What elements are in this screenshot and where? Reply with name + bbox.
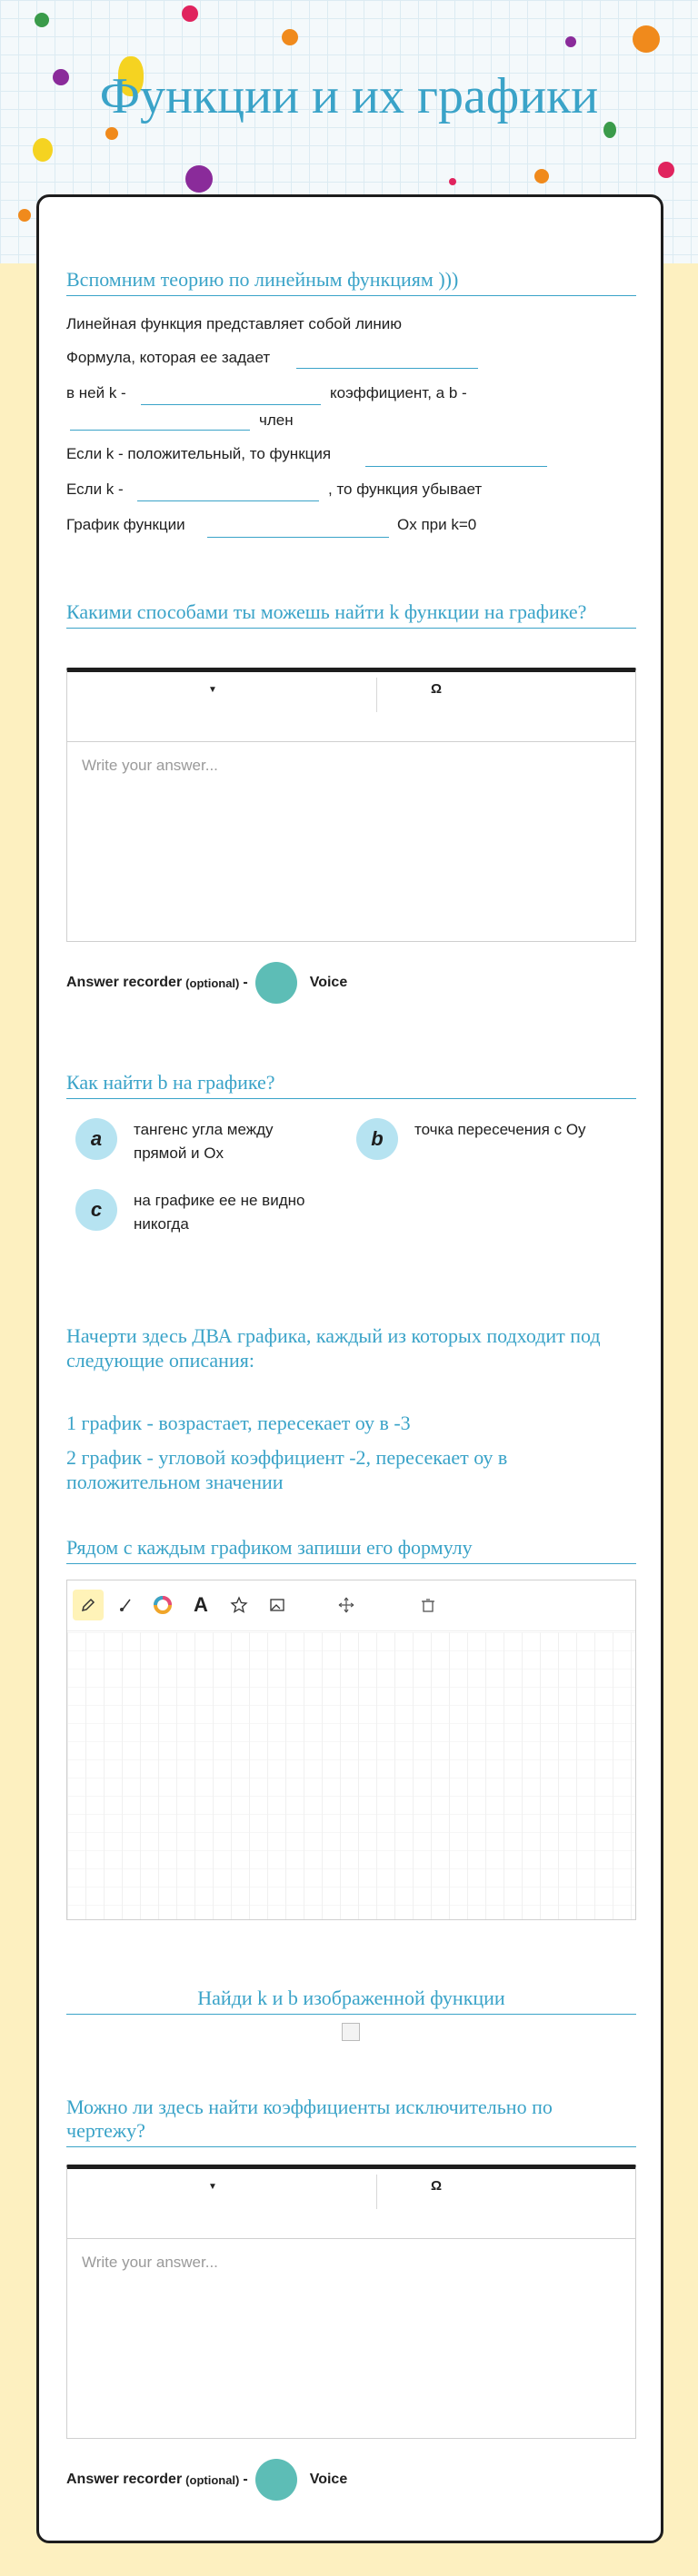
format-dropdown-icon[interactable]: ▼ xyxy=(208,685,217,695)
answer-toolbar-2 xyxy=(66,2165,636,2239)
drawing-grid[interactable] xyxy=(67,1632,635,1919)
function-graph-image xyxy=(342,2023,360,2041)
section4-item1: 1 график - возрастает, пересекает оу в -3 xyxy=(66,1412,411,1434)
option-a-text: тангенс угла между прямой и Ox xyxy=(134,1121,274,1162)
star-icon[interactable] xyxy=(224,1590,254,1620)
special-characters-button[interactable]: Ω xyxy=(431,2178,443,2194)
section5-heading: Найди k и b изображенной функции xyxy=(66,1986,636,2015)
answer-recorder xyxy=(66,962,347,1004)
option-b[interactable] xyxy=(356,1118,633,1160)
toolbar-divider xyxy=(376,678,377,712)
special-characters-button[interactable]: Ω xyxy=(431,681,443,697)
section3-heading: Как найти b на графике? xyxy=(66,1071,636,1099)
drawing-canvas[interactable] xyxy=(66,1580,636,1920)
recorder-optional: (optional) xyxy=(185,2472,240,2487)
recorder-optional: (optional) xyxy=(185,976,240,990)
section1-line7b: Ox при k=0 xyxy=(397,516,477,533)
format-dropdown-icon[interactable]: ▼ xyxy=(208,2182,217,2192)
section4-intro: Начерти здесь ДВА графика, каждый из которых подходит под следующие описания: xyxy=(66,1324,601,1372)
increasing-blank[interactable] xyxy=(365,466,547,467)
option-c-letter: c xyxy=(75,1189,117,1231)
drawing-toolbar xyxy=(67,1580,635,1631)
color-wheel-icon[interactable] xyxy=(147,1590,178,1620)
section1-line3b: коэффициент, а b - xyxy=(330,384,467,401)
option-c[interactable] xyxy=(75,1189,324,1236)
voice-label: Voice xyxy=(309,2472,348,2487)
answer-recorder-2 xyxy=(66,2459,347,2501)
answer-placeholder: Write your answer... xyxy=(82,2254,218,2271)
k-term-blank[interactable] xyxy=(141,404,321,405)
section1-line4: член xyxy=(259,411,294,429)
section1-line5: Если k - положительный, то функция xyxy=(66,445,332,462)
option-b-text: точка пересечения с Оу xyxy=(414,1121,586,1138)
parallel-blank[interactable] xyxy=(207,537,389,538)
recorder-label: Answer recorder xyxy=(66,2472,183,2487)
option-a[interactable] xyxy=(75,1118,324,1165)
voice-label: Voice xyxy=(309,975,348,990)
brush-icon[interactable] xyxy=(111,1590,142,1620)
recorder-dash: - xyxy=(243,2472,248,2487)
b-term-blank[interactable] xyxy=(70,430,250,431)
trash-icon[interactable] xyxy=(413,1590,444,1620)
section1-line2: Формула, которая ее задает xyxy=(66,349,271,366)
answer-textarea-2[interactable] xyxy=(66,2239,636,2439)
section2-heading: Какими способами ты можешь найти k функции на графике? xyxy=(66,600,636,629)
section1-line1: Линейная функция представляет собой линию xyxy=(66,315,403,332)
section1-line6a: Если k - xyxy=(66,481,124,498)
page-title: Функции и их графики xyxy=(99,68,599,124)
section4-item2: 2 график - угловой коэффициент -2, пересекает оу в положительном значении xyxy=(66,1446,508,1493)
option-c-text: на графике ее не видно никогда xyxy=(134,1192,305,1233)
formula-blank[interactable] xyxy=(296,368,478,369)
answer-placeholder: Write your answer... xyxy=(82,757,218,774)
section1-line6b: , то функция убывает xyxy=(328,481,483,498)
option-b-letter: b xyxy=(356,1118,398,1160)
image-icon[interactable] xyxy=(262,1590,293,1620)
answer-toolbar xyxy=(66,668,636,742)
toolbar-divider xyxy=(376,2175,377,2209)
recorder-dash: - xyxy=(243,975,248,990)
section1-heading: Вспомним теорию по линейным функциям ))) xyxy=(66,268,636,296)
recorder-label: Answer recorder xyxy=(66,975,183,990)
option-a-letter: a xyxy=(75,1118,117,1160)
voice-record-button[interactable] xyxy=(255,962,297,1004)
voice-record-button[interactable] xyxy=(255,2459,297,2501)
move-icon[interactable] xyxy=(331,1590,362,1620)
section4-heading: Рядом с каждым графиком запиши его формулу xyxy=(66,1536,636,1564)
section1-line7a: График функции xyxy=(66,516,185,533)
negative-blank[interactable] xyxy=(137,500,319,501)
section6-heading: Можно ли здесь найти коэффициенты исключительно по чертежу? xyxy=(66,2095,636,2147)
section1-line3a: в ней k - xyxy=(66,384,126,401)
pencil-icon[interactable] xyxy=(73,1590,104,1620)
answer-textarea[interactable] xyxy=(66,742,636,942)
worksheet-card xyxy=(36,194,663,2543)
text-icon[interactable]: A xyxy=(194,1593,208,1616)
